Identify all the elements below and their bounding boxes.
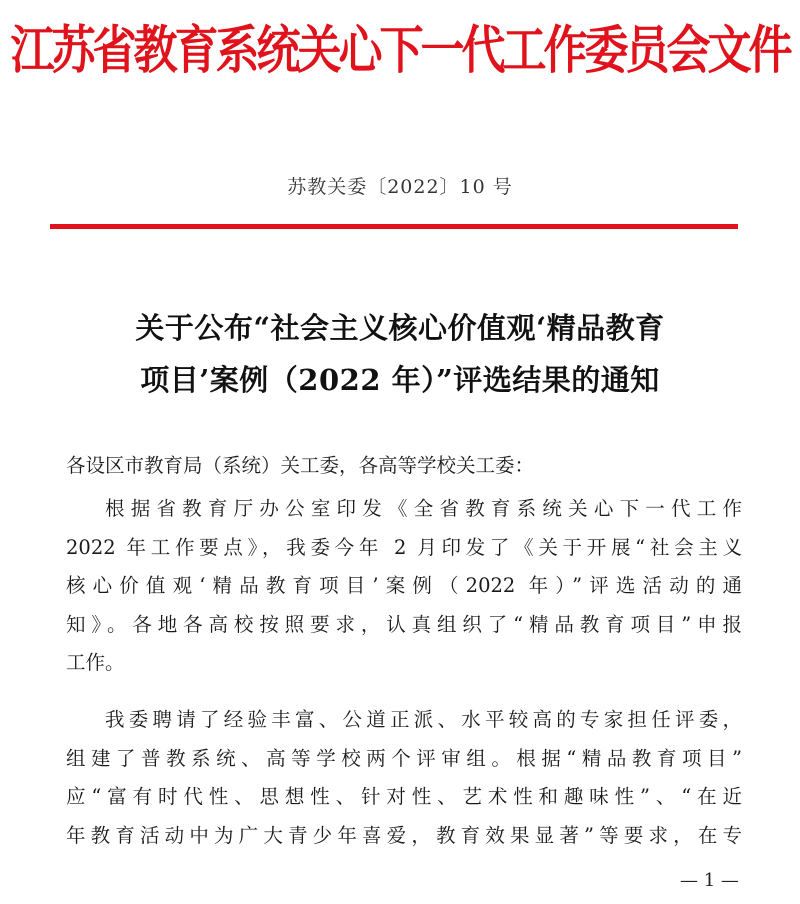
document-title — [40, 302, 760, 406]
body-paragraph-2 — [66, 701, 742, 855]
paragraph-line: 知》。各地各高校按照要求，认真组织了“精品教育项目”申报 — [66, 612, 742, 636]
document-number: 苏教关委〔2022〕10 号 — [287, 176, 513, 198]
salutation: 各设区市教育局（系统）关工委，各高等学校关工委： — [66, 454, 535, 477]
paragraph-line: 年教育活动中为广大青少年喜爱，教育效果显著”等要求，在专 — [66, 823, 742, 847]
title-line: 关于公布“社会主义核心价值观‘精品教育 — [135, 311, 665, 345]
paragraph-line: 我委聘请了经验丰富、公道正派、水平较高的专家担任评委， — [105, 708, 742, 731]
paragraph-line: 组建了普教系统、高等学校两个评审组。根据“精品教育项目” — [66, 746, 742, 770]
paragraph-line: 核心价值观‘精品教育项目’案例（2022 年）”评选活动的通 — [66, 574, 742, 597]
paragraph-line: 2022 年工作要点》，我委今年 2 月印发了《关于开展“社会主义 — [66, 535, 742, 559]
document-masthead: 江苏省教育系统关心下一代工作委员会文件 — [10, 20, 790, 82]
header-divider — [50, 224, 738, 229]
paragraph-line: 应“富有时代性、思想性、针对性、艺术性和趣味性”、“在近 — [66, 785, 742, 808]
title-line: 项目’案例（2022 年）”评选结果的通知 — [140, 363, 660, 397]
paragraph-line: 工作。 — [66, 651, 125, 674]
page-number: — 1 — — [680, 870, 739, 891]
body-paragraph-1 — [66, 490, 742, 683]
paragraph-line: 根据省教育厅办公室印发《全省教育系统关心下一代工作 — [105, 497, 742, 520]
